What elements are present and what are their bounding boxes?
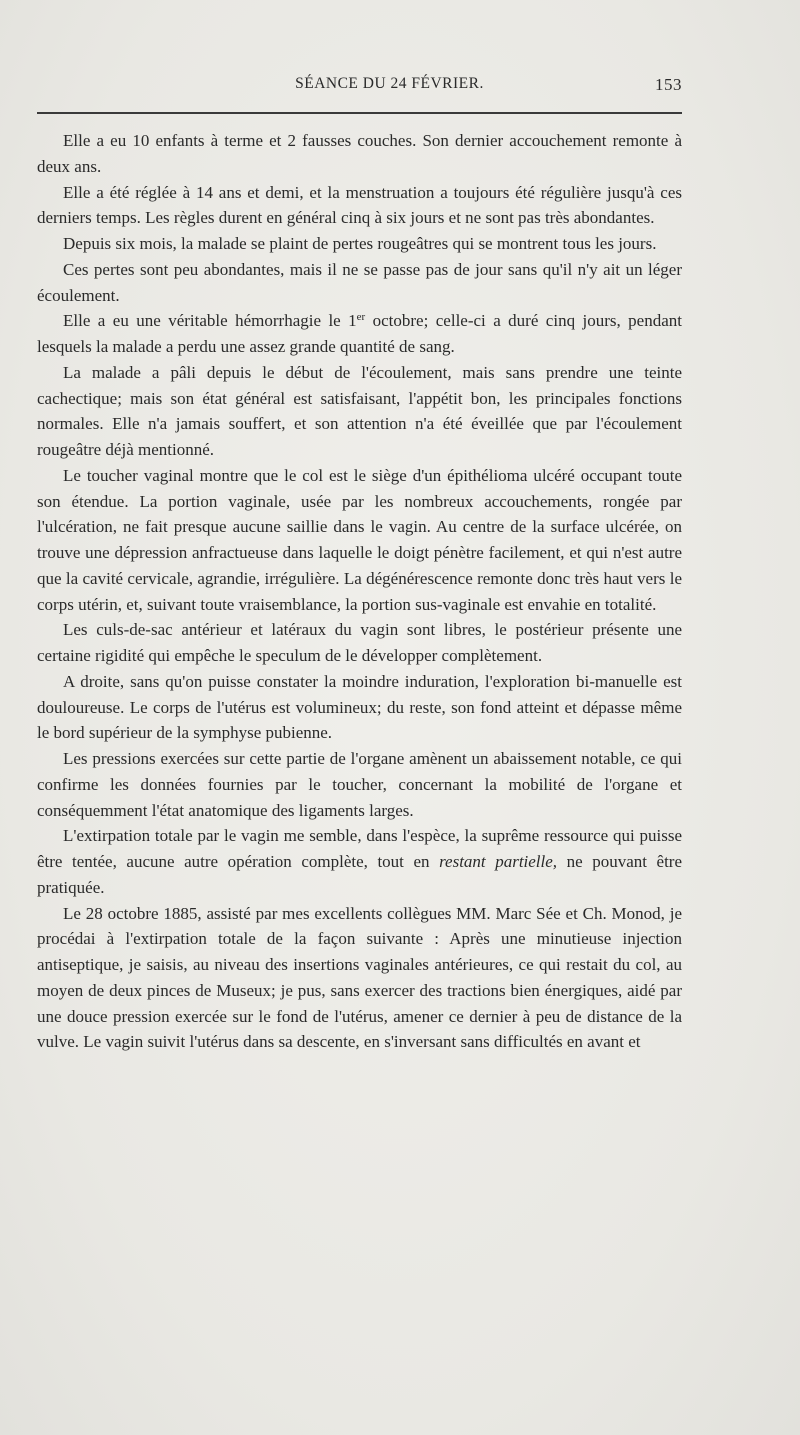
paragraph: Elle a eu 10 enfants à terme et 2 fausses couches. Son dernier accouchement remonte à deux ans.	[37, 131, 682, 176]
paragraph: A droite, sans qu'on puisse constater la moindre induration, l'exploration bi-manuelle est douloureuse. Le corps de l'utérus est volumineux; du reste, son fond atteint et dépasse même le bord supérieur de la symphyse pubienne.	[37, 671, 682, 743]
paragraph: Ces pertes sont peu abondantes, mais il ne se passe pas de jour sans qu'il n'y ait un léger écoulement.	[37, 259, 682, 305]
header-rule	[37, 112, 682, 114]
page-number: 153	[655, 75, 682, 94]
paragraph: Le toucher vaginal montre que le col est le siège d'un épithélioma ulcéré occupant toute son étendue. La portion vaginale, usée par les nombreux accouchements, rongée par l'ulcération, ne fait presque aucune saillie dans le vagin. Au centre de la surface ulcérée, on trouve une dépression anfractueuse dans laquelle le doigt pénètre facilement, et qui n'est autre que la cavité cervicale, agrandie, irrégulière. La dégénérescence remonte donc très haut vers le corps utérin, et, suivant toute vraisemblance, la portion sus-vaginale est envahie en totalité.	[37, 465, 682, 614]
paragraph-text: Elle a eu une véritable hémorrhagie le 1	[63, 311, 357, 331]
header-title: SÉANCE DU 24 FÉVRIER.	[295, 75, 484, 92]
paragraph-text: L'extirpation totale par le vagin me semble, dans l'espèce, la suprême ressource qui puisse être tentée, aucune autre opération complète, tout en	[37, 826, 682, 871]
paragraph	[37, 308, 682, 360]
paragraph: Le 28 octobre 1885, assisté par mes excellents collègues MM. Marc Sée et Ch. Monod, je procédai à l'extirpation totale de la façon suivante : Après une minutieuse injection antiseptique, je saisis, au niveau des insertions vaginales antérieures, ce qui restait du col, au moyen de deux pinces de Museux; je pus, sans exercer des tractions bien énergiques, aidé par une douce pression exercée sur le fond de l'utérus, amener ce dernier à peu de distance de la vulve. Le vagin suivit l'utérus dans sa descente, en s'inversant sans difficultés en avant et	[37, 903, 682, 1052]
paragraph: La malade a pâli depuis le début de l'écoulement, mais sans prendre une teinte cachectique; mais son état général est satisfaisant, l'appétit bon, les principales fonctions normales. Elle n'a jamais souffert, et son attention n'a été éveillée que par l'écoulement rougeâtre déjà mentionné.	[37, 362, 682, 459]
paragraph: Depuis six mois, la malade se plaint de pertes rougeâtres qui se montrent tous les jours.	[63, 234, 657, 253]
paragraph: Elle a été réglée à 14 ans et demi, et la menstruation a toujours été régulière jusqu'à ces derniers temps. Les règles durent en général cinq à six jours et ne sont pas très abondantes.	[37, 182, 682, 228]
superscript: er	[356, 311, 366, 324]
paragraph: Les pressions exercées sur cette partie de l'organe amènent un abaissement notable, ce qui confirme les données fournies par le toucher, concernant la mobilité de l'organe et conséquemment l'état anatomique des ligaments larges.	[37, 749, 682, 820]
body-text	[37, 128, 682, 1055]
paragraph: Les culs-de-sac antérieur et latéraux du vagin sont libres, le postérieur présente une certaine rigidité qui empêche le speculum de le développer complètement.	[37, 620, 682, 665]
running-header	[37, 75, 682, 99]
italic-text: restant partielle,	[439, 852, 558, 871]
paragraph	[37, 823, 682, 900]
paragraph-text: ne pouvant être pratiquée.	[37, 852, 682, 897]
paragraph-text: octobre; celle-ci a duré cinq jours, pendant lesquels la malade a perdu une assez grande quantité de sang.	[37, 311, 682, 356]
